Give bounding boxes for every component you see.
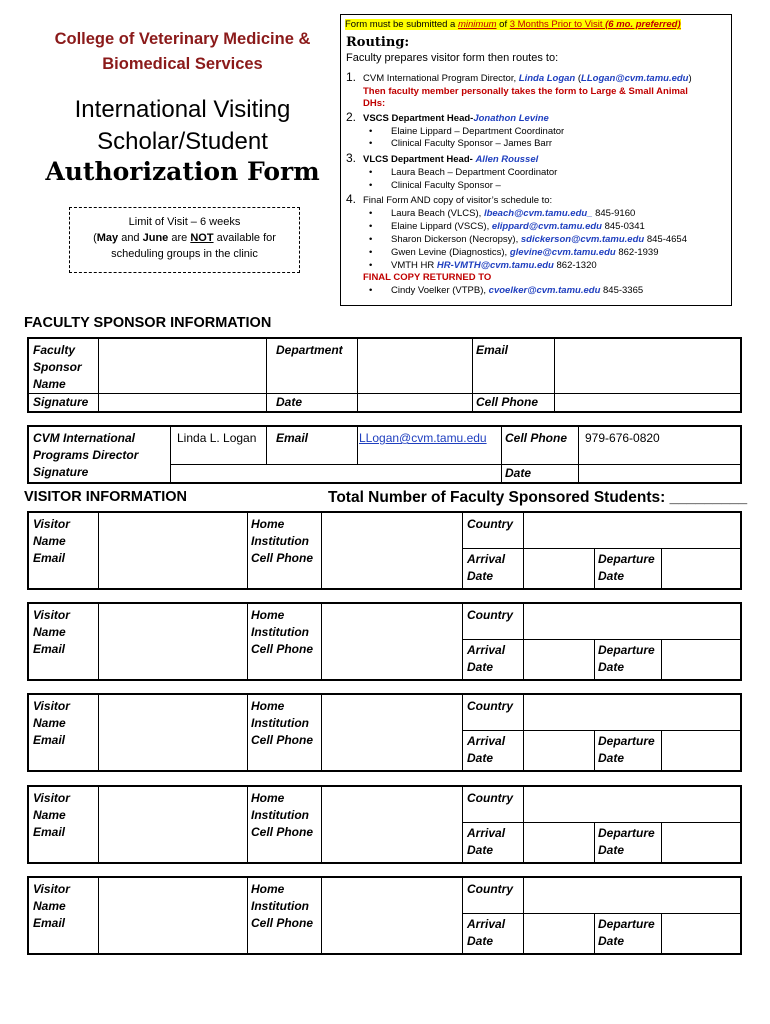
country-field[interactable] — [526, 697, 737, 728]
recipient-5-email[interactable]: HR-VMTH@cvm.tamu.edu — [436, 260, 554, 271]
country-label: Country — [467, 882, 513, 896]
routing-subtitle: Faculty prepares visitor form then routes to: — [346, 52, 559, 64]
arrival-date-field[interactable] — [526, 550, 592, 586]
country-label: Country — [467, 517, 513, 531]
name-label: Name — [33, 808, 66, 822]
recipient-2-email[interactable]: elippard@cvm.tamu.edu — [491, 221, 602, 232]
home-institution-field[interactable] — [324, 880, 460, 951]
sponsor-cell-label: Cell Phone — [476, 395, 539, 409]
arrival-date-label — [467, 733, 505, 767]
arrival-date-label — [467, 825, 505, 859]
step-3-bullet-2: • Clinical Faculty Sponsor – — [391, 180, 501, 192]
limit-are: are — [168, 232, 191, 244]
arrival-date-field[interactable] — [526, 732, 592, 768]
recipient-5-phone: 862-1320 — [553, 260, 597, 271]
arrival-date-word: Date — [467, 843, 494, 857]
step-1-note-line-2: DHs: — [363, 98, 386, 109]
form-title-main: Authorization Form — [45, 157, 320, 186]
visitor-name-email-field[interactable] — [101, 515, 245, 586]
home-institution-label — [251, 881, 313, 932]
title-line-2: Scholar/Student — [97, 128, 268, 155]
college-line-1: College of Veterinary Medicine & — [54, 30, 311, 48]
departure-date-word: Date — [598, 660, 625, 674]
recipient-4-email[interactable]: glevine@cvm.tamu.edu — [509, 247, 616, 258]
recipient-6-name: Cindy Voelker (VTPB), — [391, 285, 489, 296]
country-field[interactable] — [526, 606, 737, 637]
home-institution-field[interactable] — [324, 789, 460, 860]
arrival-date-label — [467, 551, 505, 585]
step-2-name: Jonathon Levine — [473, 113, 549, 124]
title-line-1: International Visiting — [74, 96, 291, 123]
arrival-date-field[interactable] — [526, 641, 592, 677]
cell-phone-label: Cell Phone — [251, 733, 314, 747]
limit-not: NOT — [190, 232, 214, 244]
limit-line-3: scheduling groups in the clinic — [111, 248, 258, 260]
recipient-3-phone: 845-4654 — [644, 234, 687, 245]
director-label-3: Signature — [33, 465, 89, 479]
limit-line-2: (May and June are NOT available for — [93, 232, 276, 244]
director-date-field[interactable] — [581, 466, 737, 481]
visitor-name-label — [33, 698, 70, 749]
step-2-bullet-2: • Clinical Faculty Sponsor – James Barr — [391, 138, 552, 150]
final-recipient-1 — [391, 208, 635, 220]
visitor-block-5 — [27, 876, 742, 955]
email-label: Email — [33, 916, 66, 930]
step-3-bullet-1: • Laura Beach – Department Coordinator — [391, 167, 557, 179]
step-2-bullet-1: • Elaine Lippard – Department Coordinator — [391, 126, 564, 138]
director-signature-field[interactable] — [173, 466, 499, 481]
visitor-block-3 — [27, 693, 742, 772]
visitor-name-label — [33, 881, 70, 932]
arrival-label: Arrival — [467, 917, 506, 931]
visitor-name-label — [33, 607, 70, 658]
routing-box — [340, 14, 732, 306]
arrival-date-word: Date — [467, 934, 494, 948]
departure-date-field[interactable] — [664, 550, 737, 586]
home-label: Home — [251, 699, 285, 713]
home-institution-label — [251, 698, 313, 749]
departure-date-label — [598, 916, 655, 950]
step-1 — [363, 73, 692, 85]
routing-heading: Routing: — [346, 35, 410, 50]
director-cell-label: Cell Phone — [505, 431, 568, 445]
visitor-name-email-field[interactable] — [101, 606, 245, 677]
departure-date-label — [598, 551, 655, 585]
sponsor-date-label: Date — [276, 395, 303, 409]
limit-june: June — [142, 232, 169, 244]
country-label: Country — [467, 699, 513, 713]
country-field[interactable] — [526, 880, 737, 911]
departure-date-word: Date — [598, 569, 625, 583]
email-label: Email — [33, 825, 66, 839]
final-recipient-6 — [391, 285, 643, 297]
email-label: Email — [33, 733, 66, 747]
name-label: Name — [33, 534, 66, 548]
note-months: 3 Months Prior — [509, 19, 572, 30]
faculty-sponsor-table — [27, 337, 742, 413]
name-label: Name — [33, 899, 66, 913]
form-title — [40, 94, 325, 158]
sponsor-label-2: Sponsor — [33, 360, 82, 374]
director-name: Linda L. Logan — [177, 431, 257, 445]
step-3-text: VLCS Department Head- — [363, 154, 476, 165]
departure-label: Departure — [598, 643, 655, 657]
note-to: to Visit — [571, 19, 606, 30]
cell-phone-label: Cell Phone — [251, 551, 314, 565]
director-table — [27, 425, 742, 484]
recipient-2-phone: 845-0341 — [601, 221, 645, 232]
note-a: Form must be submitted a — [345, 19, 458, 30]
country-label: Country — [467, 608, 513, 622]
departure-date-word: Date — [598, 843, 625, 857]
director-label-1: CVM International — [33, 431, 136, 445]
sponsor-signature-field[interactable] — [101, 395, 264, 410]
limit-and: and — [118, 232, 143, 244]
cell-phone-label: Cell Phone — [251, 642, 314, 656]
recipient-3-name: Sharon Dickerson (Necropsy), — [391, 234, 521, 245]
departure-date-field[interactable] — [664, 915, 737, 951]
departure-date-word: Date — [598, 934, 625, 948]
recipient-3-email[interactable]: sdickerson@cvm.tamu.edu — [520, 234, 645, 245]
visitor-name-email-field[interactable] — [101, 789, 245, 860]
director-email-label: Email — [276, 431, 309, 445]
step-1-close: ) — [688, 73, 692, 84]
sponsor-label-3: Name — [33, 377, 66, 391]
step-2-number: 2. — [346, 110, 357, 124]
institution-label: Institution — [251, 899, 309, 913]
departure-date-label — [598, 733, 655, 767]
recipient-2-name: Elaine Lippard (VSCS), — [391, 221, 492, 232]
director-cell-value: 979-676-0820 — [585, 431, 660, 445]
step-4-text: Final Form AND copy of visitor’s schedule to: — [363, 195, 553, 206]
home-label: Home — [251, 791, 285, 805]
college-name — [30, 27, 335, 77]
departure-label: Departure — [598, 826, 655, 840]
recipient-5-name: VMTH HR — [391, 260, 437, 271]
arrival-date-word: Date — [467, 751, 494, 765]
sponsor-email-label: Email — [476, 343, 509, 357]
institution-label: Institution — [251, 808, 309, 822]
limit-may: May — [96, 232, 119, 244]
sponsor-name-label — [33, 342, 82, 393]
email-label: Email — [33, 551, 66, 565]
recipient-1-phone: 845-9160 — [592, 208, 636, 219]
visitor-label: Visitor — [33, 699, 70, 713]
departure-label: Departure — [598, 552, 655, 566]
step-1-note-line-1: Then faculty member personally takes the form to Large & Small Animal — [363, 86, 688, 97]
visitor-block-4 — [27, 785, 742, 864]
department-field[interactable] — [360, 341, 470, 391]
step-1-text: CVM International Program Director, — [363, 73, 519, 84]
faculty-section-heading: FACULTY SPONSOR INFORMATION — [24, 315, 272, 331]
step-2 — [363, 113, 549, 125]
visitor-label: Visitor — [33, 882, 70, 896]
director-label — [33, 430, 138, 481]
visitor-section-heading: VISITOR INFORMATION — [24, 489, 187, 505]
submission-note — [345, 19, 681, 30]
recipient-1-email[interactable]: lbeach@cvm.tamu.edu_ — [483, 208, 593, 219]
recipient-6-email[interactable]: cvoelker@cvm.tamu.edu — [488, 285, 601, 296]
recipient-6-phone: 845-3365 — [600, 285, 644, 296]
arrival-date-word: Date — [467, 569, 494, 583]
arrival-label: Arrival — [467, 552, 506, 566]
step-1-open: ( — [575, 73, 582, 84]
final-recipient-5 — [391, 260, 597, 272]
arrival-date-label — [467, 642, 505, 676]
note-preferred: (6 mo. preferred) — [605, 19, 681, 30]
visitor-label: Visitor — [33, 608, 70, 622]
step-2-text: VSCS Department Head- — [363, 113, 474, 124]
name-label: Name — [33, 625, 66, 639]
department-label: Department — [276, 343, 343, 357]
departure-label: Departure — [598, 917, 655, 931]
recipient-4-name: Gwen Levine (Diagnostics), — [391, 247, 510, 258]
home-institution-field[interactable] — [324, 515, 460, 586]
visitor-block-1 — [27, 511, 742, 590]
arrival-date-label — [467, 916, 505, 950]
departure-date-field[interactable] — [664, 732, 737, 768]
limit-rest: available for — [213, 232, 276, 244]
home-institution-label — [251, 790, 313, 841]
sponsor-date-field[interactable] — [360, 395, 470, 410]
home-institution-field[interactable] — [324, 697, 460, 768]
departure-date-field[interactable] — [664, 641, 737, 677]
step-4-number: 4. — [346, 192, 357, 206]
arrival-date-word: Date — [467, 660, 494, 674]
final-recipient-3 — [391, 234, 687, 246]
limit-line-1: Limit of Visit – 6 weeks — [128, 216, 241, 228]
visit-limit-box — [69, 207, 300, 273]
visitor-name-email-field[interactable] — [101, 697, 245, 768]
cell-phone-label: Cell Phone — [251, 916, 314, 930]
step-3-name: Allen Roussel — [475, 154, 539, 165]
director-label-2: Programs Director — [33, 448, 139, 462]
arrival-date-field[interactable] — [526, 915, 592, 951]
note-minimum: minimum — [457, 19, 497, 30]
step-1-email[interactable]: LLogan@cvm.tamu.edu — [581, 73, 689, 84]
arrival-label: Arrival — [467, 734, 506, 748]
total-students-label: Total Number of Faculty Sponsored Students: _________ — [328, 489, 748, 506]
departure-date-field[interactable] — [664, 824, 737, 860]
cell-phone-label: Cell Phone — [251, 825, 314, 839]
sponsor-cell-field[interactable] — [557, 395, 737, 410]
name-label: Name — [33, 716, 66, 730]
institution-label: Institution — [251, 716, 309, 730]
recipient-1-name: Laura Beach (VLCS), — [391, 208, 484, 219]
visitor-name-label — [33, 516, 70, 567]
email-label: Email — [33, 642, 66, 656]
sponsor-name-field[interactable] — [101, 341, 264, 391]
step-3 — [363, 154, 538, 166]
visitor-name-email-field[interactable] — [101, 880, 245, 951]
college-line-2: Biomedical Services — [102, 55, 263, 73]
home-label: Home — [251, 882, 285, 896]
home-institution-label — [251, 607, 313, 658]
arrival-date-field[interactable] — [526, 824, 592, 860]
final-copy-label: FINAL COPY RETURNED TO — [363, 272, 492, 283]
step-3-number: 3. — [346, 151, 357, 165]
arrival-label: Arrival — [467, 643, 506, 657]
arrival-label: Arrival — [467, 826, 506, 840]
visitor-block-2 — [27, 602, 742, 681]
departure-label: Departure — [598, 734, 655, 748]
visitor-label: Visitor — [33, 791, 70, 805]
recipient-4-phone: 862-1939 — [615, 247, 659, 258]
departure-date-label — [598, 642, 655, 676]
visitor-label: Visitor — [33, 517, 70, 531]
home-label: Home — [251, 608, 285, 622]
departure-date-label — [598, 825, 655, 859]
country-field[interactable] — [526, 789, 737, 820]
institution-label: Institution — [251, 625, 309, 639]
final-recipient-4 — [391, 247, 659, 259]
step-1-name: Linda Logan — [518, 73, 576, 84]
home-institution-label — [251, 516, 313, 567]
home-label: Home — [251, 517, 285, 531]
note-of: of — [496, 19, 510, 30]
country-field[interactable] — [526, 515, 737, 546]
sponsor-email-field[interactable] — [557, 341, 737, 391]
final-recipient-2 — [391, 221, 645, 233]
home-institution-field[interactable] — [324, 606, 460, 677]
country-label: Country — [467, 791, 513, 805]
step-1-number: 1. — [346, 70, 357, 84]
director-email-link[interactable]: LLogan@cvm.tamu.edu — [359, 431, 487, 445]
sponsor-signature-label: Signature — [33, 395, 89, 409]
sponsor-label-1: Faculty — [33, 343, 76, 357]
visitor-name-label — [33, 790, 70, 841]
institution-label: Institution — [251, 534, 309, 548]
director-date-label: Date — [505, 466, 532, 480]
departure-date-word: Date — [598, 751, 625, 765]
